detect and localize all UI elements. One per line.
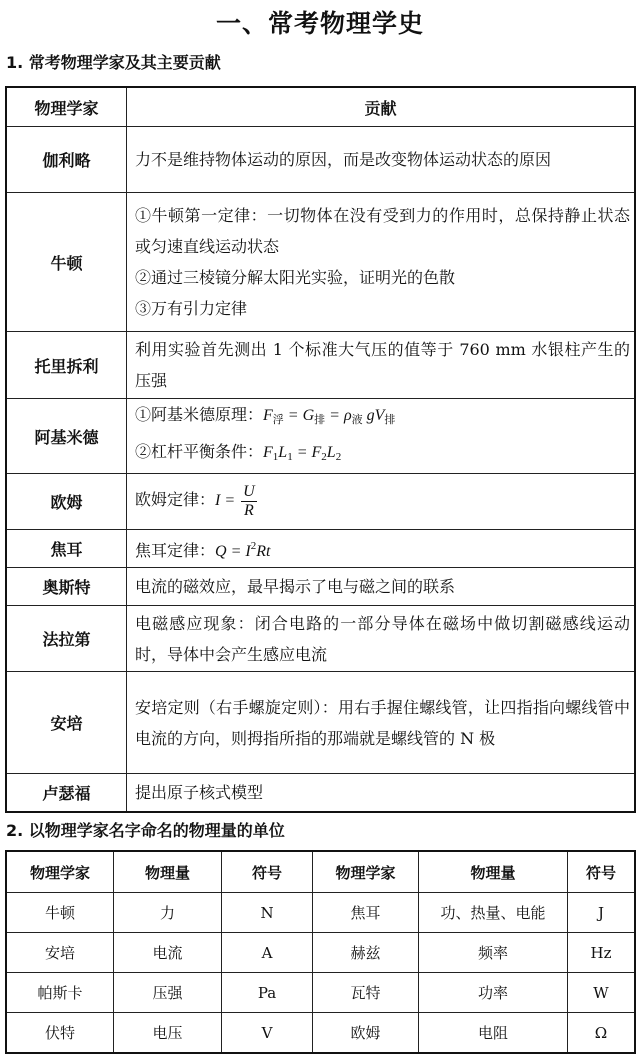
physicist-name: 卢瑟福 [6,774,127,812]
page-title: 一、常考物理学史 [215,9,424,38]
table-row [6,1013,635,1054]
contribution-cell [127,332,636,399]
table-row [6,933,635,973]
contribution-text: ②通过三棱镜分解太阳光实验，证明光的色散 [135,268,456,287]
contribution-cell [127,193,636,332]
joule-law: 焦耳定律：$Q = I^2Rt$ [135,539,271,560]
table-row [6,893,635,933]
table-row [6,399,635,474]
symbol-cell: V [222,1013,313,1054]
quantity-cell: 压强 [114,973,222,1013]
physicist-name: 法拉第 [6,606,127,672]
header-physicist: 物理学家 [6,87,127,127]
quantity-cell: 功、热量、电能 [419,893,568,933]
contribution-cell [127,530,636,568]
table-row [6,973,635,1013]
contribution-text: 安培定则（右手螺旋定则）：用右手握住螺线管，让四指指向螺线管中电流的方向，则拇指所指的那端就是螺线管的 N 极 [135,697,630,748]
table-row [6,672,635,774]
archimedes-principle: ①阿基米德原理：$F_浮 = G_排 = \rho_液$ $gV_排$ [135,405,396,426]
contribution-cell [127,127,636,193]
symbol-cell: Hz [568,933,636,973]
physicist-cell: 帕斯卡 [6,973,114,1013]
header-physicist: 物理学家 [6,851,114,893]
ohm-fraction: $\frac{U}{R}$ [243,483,255,519]
physicist-cell: 瓦特 [313,973,419,1013]
table-row [6,474,635,530]
table-row [6,606,635,672]
header-quantity: 物理量 [419,851,568,893]
table-row [6,568,635,606]
table-row [6,530,635,568]
physicist-name: 欧姆 [6,474,127,530]
contribution-text: ③万有引力定律 [135,299,248,318]
physicist-cell: 牛顿 [6,893,114,933]
units-named-after-physicists-table [5,850,636,1054]
contribution-cell [127,606,636,672]
contribution-text: 力不是维持物体运动的原因，而是改变物体运动状态的原因 [135,150,552,169]
symbol-cell: N [222,893,313,933]
symbol-cell: W [568,973,636,1013]
quantity-cell: 力 [114,893,222,933]
contribution-text: ①牛顿第一定律：一切物体在没有受到力的作用时，总保持静止状态或匀速直线运动状态 [135,206,630,256]
physicist-name: 安培 [6,672,127,774]
header-contribution: 贡献 [127,87,636,127]
contribution-text: 利用实验首先测出 1 个标准大气压的值等于 760 mm 水银柱产生的压强 [135,340,630,390]
physicist-cell: 焦耳 [313,893,419,933]
table-row [6,127,635,193]
physicist-name: 托里拆利 [6,332,127,399]
physicist-cell: 伏特 [6,1013,114,1054]
quantity-cell: 电流 [114,933,222,973]
symbol-cell: Ω [568,1013,636,1054]
quantity-cell: 功率 [419,973,568,1013]
header-physicist: 物理学家 [313,851,419,893]
contribution-cell [127,774,636,812]
contribution-cell [127,399,636,474]
physicist-name: 牛顿 [6,193,127,332]
header-symbol: 符号 [568,851,636,893]
symbol-cell: J [568,893,636,933]
symbol-cell: Pa [222,973,313,1013]
table-row [6,332,635,399]
table-header-row [6,87,635,127]
quantity-cell: 电阻 [419,1013,568,1054]
table-row [6,774,635,812]
contribution-text: 提出原子核式模型 [135,782,264,802]
physicists-contributions-table [5,86,636,813]
symbol-cell: A [222,933,313,973]
contribution-cell [127,672,636,774]
physicist-name: 阿基米德 [6,399,127,474]
physicist-name: 焦耳 [6,530,127,568]
physicist-name: 奥斯特 [6,568,127,606]
quantity-cell: 电压 [114,1013,222,1054]
header-quantity: 物理量 [114,851,222,893]
physicist-name: 伽利略 [6,127,127,193]
contribution-cell [127,568,636,606]
table-header-row [6,851,635,893]
lever-balance-condition: ②杠杆平衡条件：$F_1L_1 = F_2L_2$ [135,442,342,463]
section1-heading: 1. 常考物理学家及其主要贡献 [6,53,221,72]
contribution-text: 电流的磁效应，最早揭示了电与磁之间的联系 [135,577,456,596]
physicist-cell: 安培 [6,933,114,973]
physicist-cell: 赫兹 [313,933,419,973]
contribution-cell [127,474,636,530]
quantity-cell: 频率 [419,933,568,973]
ohm-law: 欧姆定律：I = $\frac{U}{R}$ [135,483,255,519]
section2-heading: 2. 以物理学家名字命名的物理量的单位 [6,821,285,840]
header-symbol: 符号 [222,851,313,893]
table-row [6,193,635,332]
contribution-text: 电磁感应现象：闭合电路的一部分导体在磁场中做切割磁感线运动时，导体中会产生感应电流 [135,613,630,664]
physicist-cell: 欧姆 [313,1013,419,1054]
